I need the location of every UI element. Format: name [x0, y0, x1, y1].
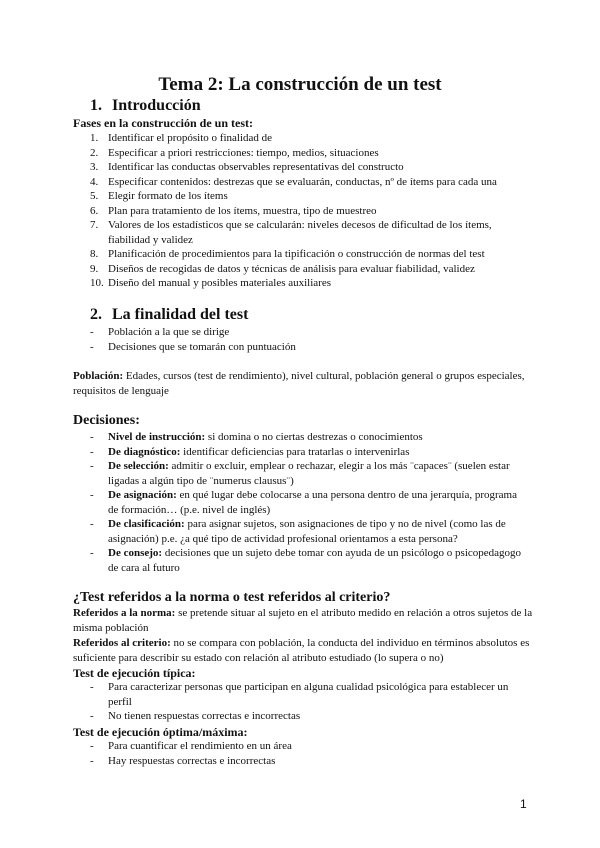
list-item: - De diagnóstico: identificar deficiencias para tratarlas o intervenirlas	[90, 445, 410, 458]
list-item: - Para caracterizar personas que participan en alguna cualidad psicológica para establecer un perfil	[90, 681, 509, 708]
list-item: - Nivel de instrucción: si domina o no ciertas destrezas o conocimientos	[90, 431, 423, 443]
list-item: - Decisiones que se tomarán con puntuación	[90, 340, 296, 353]
list-item: - Para cuantificar el rendimiento en un área	[90, 740, 292, 752]
section-2-number: 2.	[90, 306, 102, 323]
phases-label: Fases en la construcción de un test:	[73, 116, 253, 130]
list-item: - De clasificación: para asignar sujetos, son asignaciones de tipo y no de nivel (como las de asignación) p.e. ¿a qué tipo de actividad profesional orientamos a esta persona?	[90, 518, 506, 545]
list-item: 3. Identificar las conductas observables representativas del constructo	[90, 161, 404, 173]
list-item: - De asignación: en qué lugar debe colocarse a una persona dentro de una jerarquía, programa de formación… (p.e. nivel de inglés)	[90, 489, 517, 516]
list-item: 7. Valores de los estadísticos que se calcularán: niveles decesos de dificultad de los ítems, fiabilidad y validez	[90, 219, 492, 246]
norma-criterio-heading: ¿Test referidos a la norma o test referidos al criterio?	[73, 590, 391, 605]
phases-list	[0, 131, 528, 291]
list-item: 9. Diseños de recogidas de datos y técnicas de análisis para evaluar fiabilidad, validez	[90, 262, 475, 275]
list-item: 8. Planificación de procedimientos para la tipificación o construcción de normas del test	[90, 248, 485, 260]
tipica-list	[0, 680, 528, 724]
section-1-number: 1.	[90, 97, 102, 114]
list-item: 5. Elegir formato de los ítems	[90, 190, 228, 202]
section-2-title: La finalidad del test	[112, 306, 249, 323]
list-item: - No tienen respuestas correctas e incorrectas	[90, 710, 301, 722]
list-item: 10. Diseño del manual y posibles materiales auxiliares	[90, 277, 331, 289]
decisiones-heading: Decisiones:	[73, 413, 140, 428]
list-item: - Hay respuestas correctas e incorrectas	[90, 754, 276, 767]
list-item: 6. Plan para tratamiento de los ítems, muestra, tipo de muestreo	[90, 204, 377, 217]
list-item: - De consejo: decisiones que un sujeto debe tomar con ayuda de un psicólogo o psicopedagogo de cara al futuro	[90, 547, 522, 574]
section-2-heading	[90, 306, 248, 324]
tipica-label: Test de ejecución típica:	[73, 666, 196, 680]
page-title: Tema 2: La construcción de un test	[158, 74, 442, 95]
criterio-paragraph: Referidos al criterio: no se compara con población, la conducta del individuo en términos absolutos es suficiente para describir su estado con relación al atributo estudiado (lo supera o no)	[73, 637, 530, 664]
list-item: - Población a la que se dirige	[90, 326, 230, 338]
section-1-title: Introducción	[112, 97, 201, 114]
list-item: 1. Identificar el propósito o finalidad de	[90, 132, 273, 144]
list-item: 4. Especificar contenidos: destrezas que se evaluarán, conductas, nº de ítems para cada una	[90, 175, 497, 188]
optima-list	[0, 739, 528, 768]
list-item: 2. Especificar a priori restricciones: tiempo, medios, situaciones	[90, 146, 379, 159]
optima-label: Test de ejecución óptima/máxima:	[73, 725, 248, 739]
decisiones-list	[0, 430, 528, 575]
poblacion-paragraph: Población: Edades, cursos (test de rendimiento), nivel cultural, población general o grupos especiales, requisitos de lenguaje	[73, 370, 525, 397]
list-item: - De selección: admitir o excluir, emplear o rechazar, elegir a los más ¨capaces¨ (suelen estar ligadas a algún tipo de ¨numerus clausus¨)	[90, 460, 510, 487]
page-number: 1	[520, 797, 527, 811]
purpose-list	[0, 325, 528, 354]
norma-paragraph: Referidos a la norma: se pretende situar al sujeto en el atributo medido en relación a otros sujetos de la misma población	[73, 607, 533, 634]
section-1-heading	[90, 97, 201, 115]
